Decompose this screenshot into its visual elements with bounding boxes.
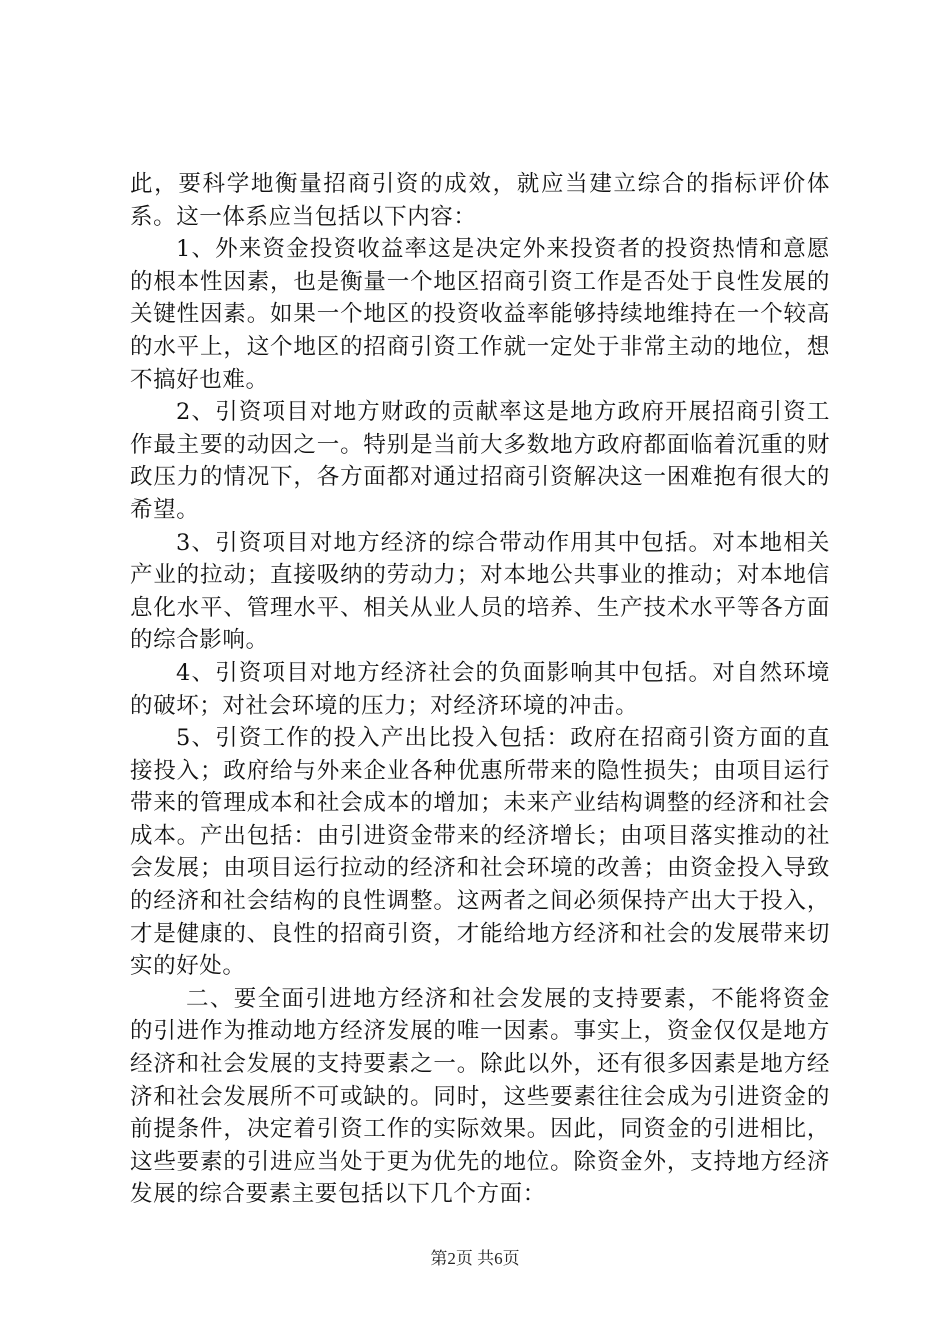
paragraph-item-5: 5、引资工作的投入产出比投入包括：政府在招商引资方面的直接投入；政府给与外来企业各种优惠所带来的隐性损失；由项目运行带来的管理成本和社会成本的增加；未来产业结构调整的经济和社会成本。产出包括：由引进资金带来的经济增长；由项目落实推动的社会发展；由项目运行拉动的经济和社会环境的改善；由资金投入导致的经济和社会结构的良性调整。这两者之间必须保持产出大于投入，才是健康的、良性的招商引资，才能给地方经济和社会的发展带来切实的好处。 <box>130 725 830 980</box>
paragraph-intro: 此，要科学地衡量招商引资的成效，就应当建立综合的指标评价体系。这一体系应当包括以下内容： <box>130 171 830 230</box>
paragraph-item-4: 4、引资项目对地方经济社会的负面影响其中包括。对自然环境的破坏；对社会环境的压力；对经济环境的冲击。 <box>130 659 830 719</box>
document-body <box>130 168 830 1211</box>
paragraph-section-2: 二、要全面引进地方经济和社会发展的支持要素，不能将资金的引进作为推动地方经济发展的唯一因素。事实上，资金仅仅是地方经济和社会发展的支持要素之一。除此以外，还有很多因素是地方经济和社会发展所不可或缺的。同时，这些要素往往会成为引进资金的前提条件，决定着引资工作的实际效果。因此，同资金的引进相比，这些要素的引进应当处于更为优先的地位。除资金外，支持地方经济发展的综合要素主要包括以下几个方面： <box>130 985 830 1208</box>
paragraph-item-1: 1、外来资金投资收益率这是决定外来投资者的投资热情和意愿的根本性因素，也是衡量一个地区招商引资工作是否处于良性发展的关键性因素。如果一个地区的投资收益率能够持续地维持在一个较高的水平上，这个地区的招商引资工作就一定处于非常主动的地位，想不搞好也难。 <box>130 236 830 393</box>
paragraph-item-2: 2、引资项目对地方财政的贡献率这是地方政府开展招商引资工作最主要的动因之一。特别是当前大多数地方政府都面临着沉重的财政压力的情况下，各方面都对通过招商引资解决这一困难抱有很大的希望。 <box>130 399 830 523</box>
page-number-footer: 第2页 共6页 <box>430 1249 520 1268</box>
paragraph-item-3: 3、引资项目对地方经济的综合带动作用其中包括。对本地相关产业的拉动；直接吸纳的劳动力；对本地公共事业的推动；对本地信息化水平、管理水平、相关从业人员的培养、生产技术水平等各方面的综合影响。 <box>130 529 830 654</box>
